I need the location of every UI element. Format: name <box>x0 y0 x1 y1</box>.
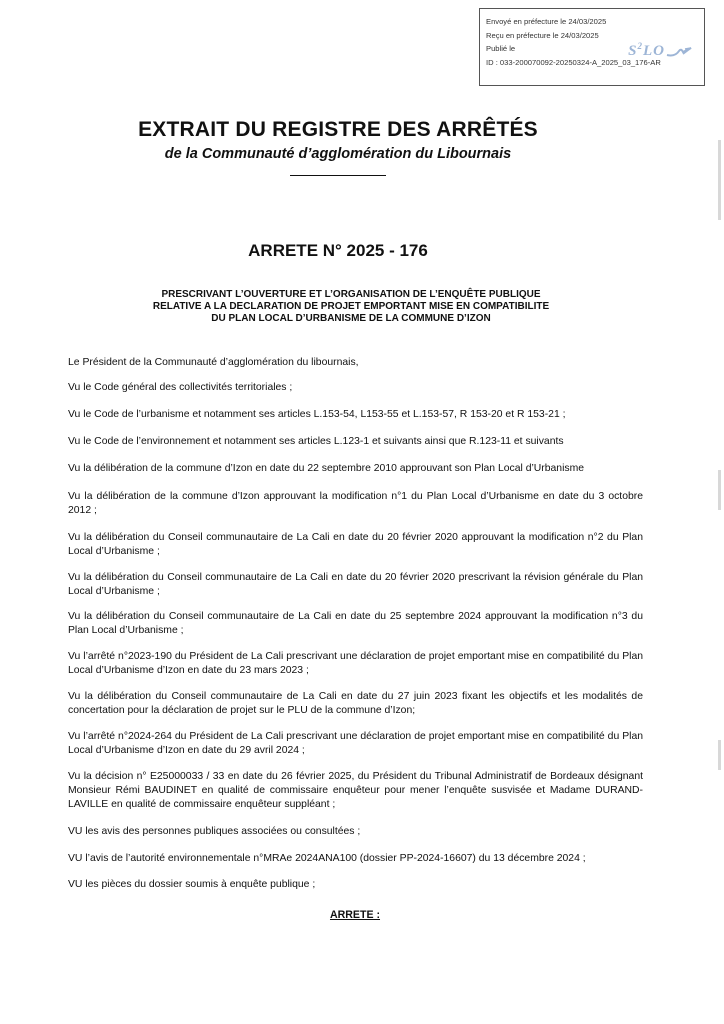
visa-paragraph: Vu la délibération du Conseil communautaire de La Cali en date du 20 février 2020 approuvant la modification n°2 du Plan Local d’Urbanisme ; <box>68 532 643 557</box>
stamp-published: Publié le <box>486 44 516 53</box>
visa-paragraph: Vu le Code de l’urbanisme et notamment ses articles L.153-54, L153-55 et L.153-57, R 153-20 et R 153-21 ; <box>68 409 566 420</box>
arrete-heading: ARRETE : <box>329 909 381 921</box>
object-line: DU PLAN LOCAL D’URBANISME DE LA COMMUNE D’IZON <box>211 313 491 325</box>
prefecture-stamp <box>479 8 705 86</box>
arrete-number: ARRETE N° 2025 - 176 <box>248 241 428 260</box>
title-divider <box>290 175 386 176</box>
visa-paragraph: Vu la décision n° E25000033 / 33 en date du 26 février 2025, du Président du Tribunal Administratif de Bordeaux désignant Monsieur Rémi BAUDINET en qualité de commissaire enquêteur pour mener l’enquête susvisée et Madame DURAND-LAVILLE en qualité de commissaire enquêteur suppléant ; <box>68 771 643 810</box>
stamp-received: Reçu en préfecture le 24/03/2025 <box>486 30 599 40</box>
visa-paragraph: VU les avis des personnes publiques associées ou consultées ; <box>68 826 361 837</box>
visa-paragraph: Vu le Code général des collectivités territoriales ; <box>68 382 293 393</box>
swoosh-icon <box>666 46 692 58</box>
preamble-paragraph: Le Président de la Communauté d’agglomération du libournais, <box>68 357 359 368</box>
stamp-id: ID : 033-200070092-20250324-A_2025_03_176-AR <box>486 57 661 67</box>
stamp-sent: Envoyé en préfecture le 24/03/2025 <box>486 17 607 26</box>
visa-paragraph: VU les pièces du dossier soumis à enquête publique ; <box>68 879 316 890</box>
visa-paragraph: Vu l’arrêté n°2023-190 du Président de La Cali prescrivant une déclaration de projet emportant mise en compatibilité du Plan Local d’Urbanisme d’Izon en date du 23 mars 2023 ; <box>68 651 643 676</box>
object-line: RELATIVE A LA DECLARATION DE PROJET EMPORTANT MISE EN COMPATIBILITE <box>152 301 550 313</box>
visa-paragraph: Vu le Code de l’environnement et notamment ses articles L.123-1 et suivants ainsi que R.123-11 et suivants <box>68 436 564 447</box>
object-line: PRESCRIVANT L’OUVERTURE ET L’ORGANISATION DE L’ENQUÊTE PUBLIQUE <box>161 289 541 300</box>
register-title: EXTRAIT DU REGISTRE DES ARRÊTÉS <box>138 118 538 141</box>
visa-paragraph: Vu la délibération du Conseil communautaire de La Cali en date du 27 juin 2023 fixant les objectifs et les modalités de concertation pour la déclaration de projet sur le PLU de la commune d’Izon; <box>68 691 643 716</box>
slo-logo: $S^2LO$ <box>628 40 692 59</box>
arrete-object <box>126 289 576 326</box>
scan-edge-mark <box>718 140 721 220</box>
register-subtitle: de la Communauté d’agglomération du Libournais <box>164 146 512 162</box>
visa-paragraph: Vu la délibération de la commune d’Izon approuvant la modification n°1 du Plan Local d’Urbanisme en date du 3 octobre 2012 ; <box>68 491 643 516</box>
scan-edge-mark <box>718 740 721 770</box>
scan-edge-mark <box>718 470 721 510</box>
visa-paragraph: Vu la délibération de la commune d’Izon en date du 22 septembre 2010 approuvant son Plan Local d’Urbanisme <box>68 463 585 474</box>
visa-paragraph: Vu la délibération du Conseil communautaire de La Cali en date du 20 février 2020 prescrivant la révision générale du Plan Local d’Urbanisme ; <box>68 572 643 597</box>
visa-paragraph: Vu l’arrêté n°2024-264 du Président de La Cali prescrivant une déclaration de projet emportant mise en compatibilité du Plan Local d’Urbanisme d’Izon en date du 29 avril 2024 ; <box>68 731 643 756</box>
visa-paragraph: Vu la délibération du Conseil communautaire de La Cali en date du 25 septembre 2024 approuvant la modification n°3 du Plan Local d’Urbanisme ; <box>68 611 643 636</box>
visa-paragraph: VU l’avis de l’autorité environnementale n°MRAe 2024ANA100 (dossier PP-2024-16607) du 13 décembre 2024 ; <box>68 853 586 864</box>
